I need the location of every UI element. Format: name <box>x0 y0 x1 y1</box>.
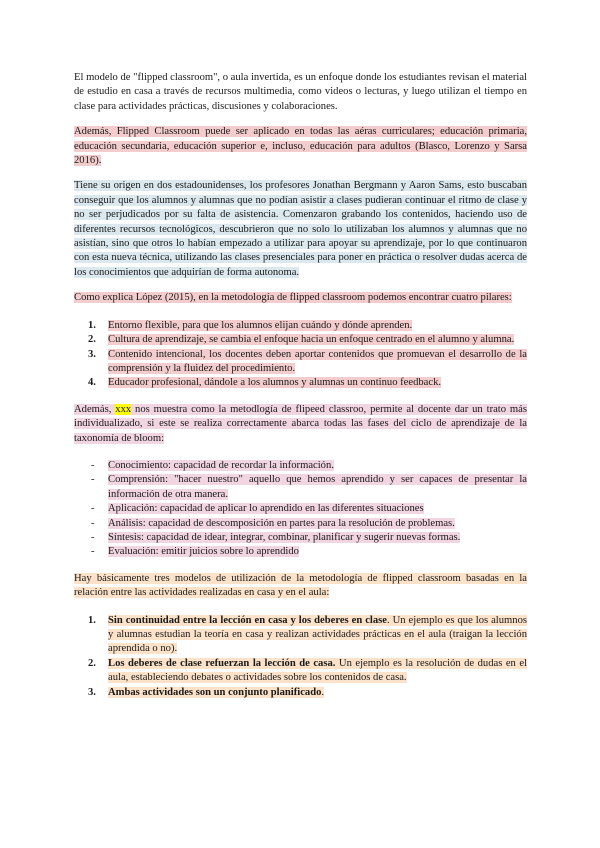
list-item-text: Conocimiento: capacidad de recordar la información. <box>108 459 334 471</box>
list-item-text <box>108 615 527 655</box>
bloom-list <box>74 459 527 560</box>
list-item <box>74 473 527 502</box>
paragraph-intro-text: El modelo de "flipped classroom", o aula invertida, es un enfoque donde los estudiantes revisan el material de estudio en casa a través de recursos multimedia, como videos o lecturas, y luego utilizan el tiempo en clase para actividades prácticas, discusiones y colaboraciones. <box>74 72 527 112</box>
list-item <box>74 657 527 686</box>
paragraph-bloom-intro-rest: nos muestra como la metodlogía de flipeed classroo, permite al docente dar un trato más individualizado, si este se realiza correctamente abarca todas las fases del ciclo de aprendizaje de la taxonomía de bloom: <box>74 403 527 444</box>
list-item-text: Evaluación: emitir juicios sobre lo aprendido <box>108 546 299 558</box>
list-item-text: Entorno flexible, para que los alumnos elijan cuándo y dónde aprenden. <box>108 319 413 331</box>
list-item-text: Aplicación: capacidad de aplicar lo aprendido en las diferentes situaciones <box>108 503 424 515</box>
list-dash: - <box>91 517 95 529</box>
list-item-bold: Sin continuidad entre la lección en casa y los deberes en clase <box>108 614 387 626</box>
models-list <box>74 614 527 700</box>
list-item <box>74 517 527 531</box>
paragraph-bloom-intro-start: Además, <box>74 403 116 415</box>
list-item-text: Análisis: capacidad de descomposición en partes para la resolución de problemas. <box>108 517 455 529</box>
paragraph-intro <box>74 71 527 114</box>
list-number: 3. <box>88 686 96 698</box>
pillars-list <box>74 319 527 391</box>
list-dash: - <box>91 531 95 543</box>
highlighted-placeholder: xxx <box>115 403 132 415</box>
list-item <box>74 459 527 473</box>
paragraph-pillars-intro-text: Como explica López (2015), en la metodología de flipped classroom podemos encontrar cuatro pilares: <box>74 292 512 304</box>
list-item-bold: Ambas actividades son un conjunto planificado <box>108 686 322 698</box>
list-item-text <box>108 687 324 698</box>
list-number: 4. <box>88 377 96 389</box>
list-number: 2. <box>88 657 96 669</box>
list-item <box>74 502 527 516</box>
paragraph-origin <box>74 179 527 280</box>
list-number: 3. <box>88 348 96 360</box>
list-item-rest: . <box>321 686 325 698</box>
list-dash: - <box>91 459 95 471</box>
document-body <box>74 71 527 712</box>
list-item-text <box>108 658 527 683</box>
paragraph-origin-text: Tiene su origen en dos estadounidenses, los profesores Jonathan Bergmann y Aaron Sams, esto buscaban conseguir que los alumnos y alumnas que no podían asistir a clases pudieran continuar el ritmo de clase y no ser perjudicados por su falta de asistencia. Comenzaron grabando los contenidos, haciendo uso de diferentes recursos tecnológicos, descubrieron que no solo lo utilizaban los alumnos y alumnas que no asistían, sino que otros lo habían empezado a utilizar para apoyar su aprendizaje, por lo que continuaron con esta nueva técnica, utilizando las clases presenciales para poner en práctica o resolver dudas acerca de los conocimientos que adquirían de forma autonoma. <box>74 180 527 278</box>
list-item-text: Comprensión: "hacer nuestro" aquello que hemos aprendido y ser capaces de presentar la información de otra manera. <box>108 474 527 500</box>
paragraph-pillars-intro <box>74 291 527 305</box>
list-item-rest: . Un ejemplo es que los alumnos y alumnas estudian la teoría en casa y realizan actividades prácticas en el aula (traigan la lección aprendida o no). <box>108 614 527 655</box>
list-item-text: Educador profesional, dándole a los alumnos y alumnas un continuo feedback. <box>108 377 442 389</box>
list-item <box>74 686 527 700</box>
list-item-rest: Un ejemplo es la resolución de dudas en el aula, estableciendo debates o actividades sobre los contenidos de casa. <box>108 657 527 684</box>
paragraph-models-intro <box>74 572 527 601</box>
paragraph-curricular-areas-text: Además, Flipped Classroom puede ser aplicado en todas las aéras curriculares; educación primaria, educación secundaria, educación superior e, incluso, educación para adultos (Blasco, Lorenzo y Sarsa 2016). <box>74 126 527 167</box>
paragraph-models-intro-text: Hay básicamente tres modelos de utilización de la metodología de flipped classroom basadas en la relación entre las actividades realizadas en casa y en el aula: <box>74 572 527 599</box>
list-number: 1. <box>88 614 96 626</box>
list-item <box>74 545 527 559</box>
list-dash: - <box>91 474 95 486</box>
list-item <box>74 348 527 377</box>
list-number: 1. <box>88 319 96 331</box>
list-dash: - <box>91 503 95 515</box>
paragraph-curricular-areas <box>74 125 527 168</box>
list-number: 2. <box>88 334 96 346</box>
list-item <box>74 531 527 545</box>
list-item-text: Síntesis: capacidad de idear, integrar, combinar, planificar y sugerir nuevas formas. <box>108 531 461 543</box>
list-item <box>74 376 527 390</box>
list-item <box>74 333 527 347</box>
paragraph-bloom-intro <box>74 403 527 446</box>
list-dash: - <box>91 546 95 558</box>
list-item-bold: Los deberes de clase refuerzan la lección de casa. <box>108 657 336 669</box>
list-item <box>74 614 527 657</box>
list-item-text: Contenido intencional, los docentes deben aportar contenidos que promuevan el desarrollo de la comprensión y la fluidez del procedimiento. <box>108 348 527 374</box>
list-item <box>74 319 527 333</box>
list-item-text: Cultura de aprendizaje, se cambia el enfoque hacia un enfoque centrado en el alumno y alumna. <box>108 334 515 346</box>
